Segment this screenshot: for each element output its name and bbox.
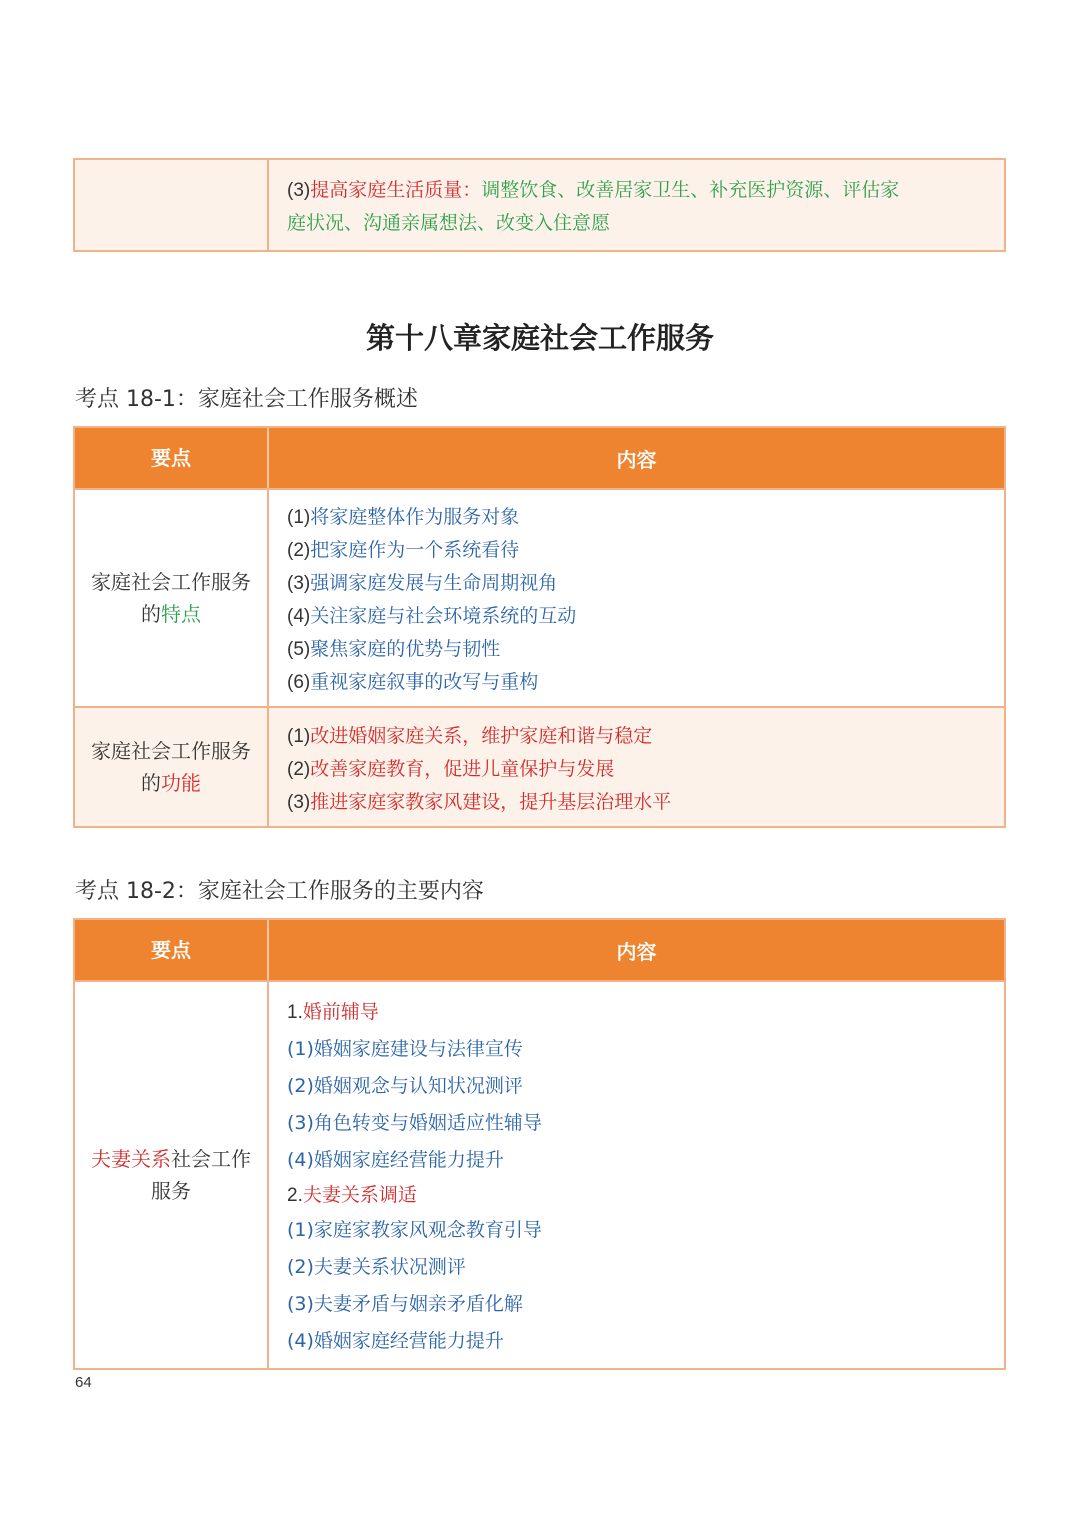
list-item: (1)婚姻家庭建设与法律宣传 [287, 1038, 523, 1060]
key-label: 家庭社会工作服务的 [91, 739, 251, 795]
key-highlight: 夫妻关系 [91, 1147, 171, 1171]
header-content: 内容 [616, 939, 657, 964]
list-item: (1)家庭家教家风观念教育引导 [287, 1219, 542, 1241]
list-item: (2)把家庭作为一个系统看待 [287, 539, 520, 561]
key-cell-functions [75, 708, 269, 826]
item-text: 调整饮食、改善居家卫生、补充医护资源、评估家 [481, 179, 900, 201]
content-line [287, 174, 986, 207]
list-item: (1)改进婚姻家庭关系，维护家庭和谐与稳定 [287, 725, 653, 747]
key-cell-features [75, 490, 269, 706]
section-heading-18-1: 考点 18-1：家庭社会工作服务概述 [75, 387, 418, 412]
header-key: 要点 [75, 428, 269, 488]
list-item: (3)推进家庭家教家风建设，提升基层治理水平 [287, 791, 672, 813]
continued-table [73, 158, 1006, 252]
table-row [75, 160, 1004, 250]
main-content-table [73, 918, 1006, 1370]
list-item: (1)将家庭整体作为服务对象 [287, 506, 520, 528]
key-label: 家庭社会工作服务的 [91, 570, 251, 626]
list-item: (5)聚焦家庭的优势与韧性 [287, 638, 501, 660]
group-heading: 2.夫妻关系调适 [287, 1184, 417, 1206]
key-highlight: 特点 [161, 602, 201, 626]
list-item: (4)婚姻家庭经营能力提升 [287, 1330, 504, 1352]
content-cell [269, 160, 1004, 250]
table-header-row [75, 920, 1004, 980]
section-heading-18-2: 考点 18-2：家庭社会工作服务的主要内容 [75, 879, 484, 904]
list-item: (3)角色转变与婚姻适应性辅导 [287, 1112, 542, 1134]
table-row-functions [75, 706, 1004, 826]
list-item: (3)强调家庭发展与生命周期视角 [287, 572, 558, 594]
list-item: (3)夫妻矛盾与姻亲矛盾化解 [287, 1293, 523, 1315]
table-row-features [75, 488, 1004, 706]
key-cell-marriage [75, 982, 269, 1368]
table-header-row [75, 428, 1004, 488]
item-text-continued: 庭状况、沟通亲属想法、改变入住意愿 [287, 212, 611, 234]
header-key: 要点 [75, 920, 269, 980]
group-heading: 1.婚前辅导 [287, 1001, 379, 1023]
key-highlight: 功能 [161, 771, 201, 795]
item-title: 提高家庭生活质量： [310, 179, 482, 201]
table-row-marriage [75, 980, 1004, 1368]
page-number: 64 [75, 1374, 92, 1391]
item-number: (3) [287, 180, 311, 201]
content-cell-functions [269, 708, 1004, 826]
key-label: 社会工作服务 [151, 1147, 251, 1203]
header-content: 内容 [616, 447, 657, 472]
content-cell-features [269, 490, 1004, 706]
overview-table [73, 426, 1006, 828]
list-item: (4)婚姻家庭经营能力提升 [287, 1149, 504, 1171]
empty-key-cell [75, 160, 269, 250]
list-item: (2)改善家庭教育，促进儿童保护与发展 [287, 758, 615, 780]
list-item: (6)重视家庭叙事的改写与重构 [287, 671, 539, 693]
list-item: (2)夫妻关系状况测评 [287, 1256, 466, 1278]
content-cell-marriage [269, 982, 1004, 1368]
list-item: (2)婚姻观念与认知状况测评 [287, 1075, 523, 1097]
chapter-title: 第十八章家庭社会工作服务 [365, 321, 714, 355]
list-item: (4)关注家庭与社会环境系统的互动 [287, 605, 577, 627]
